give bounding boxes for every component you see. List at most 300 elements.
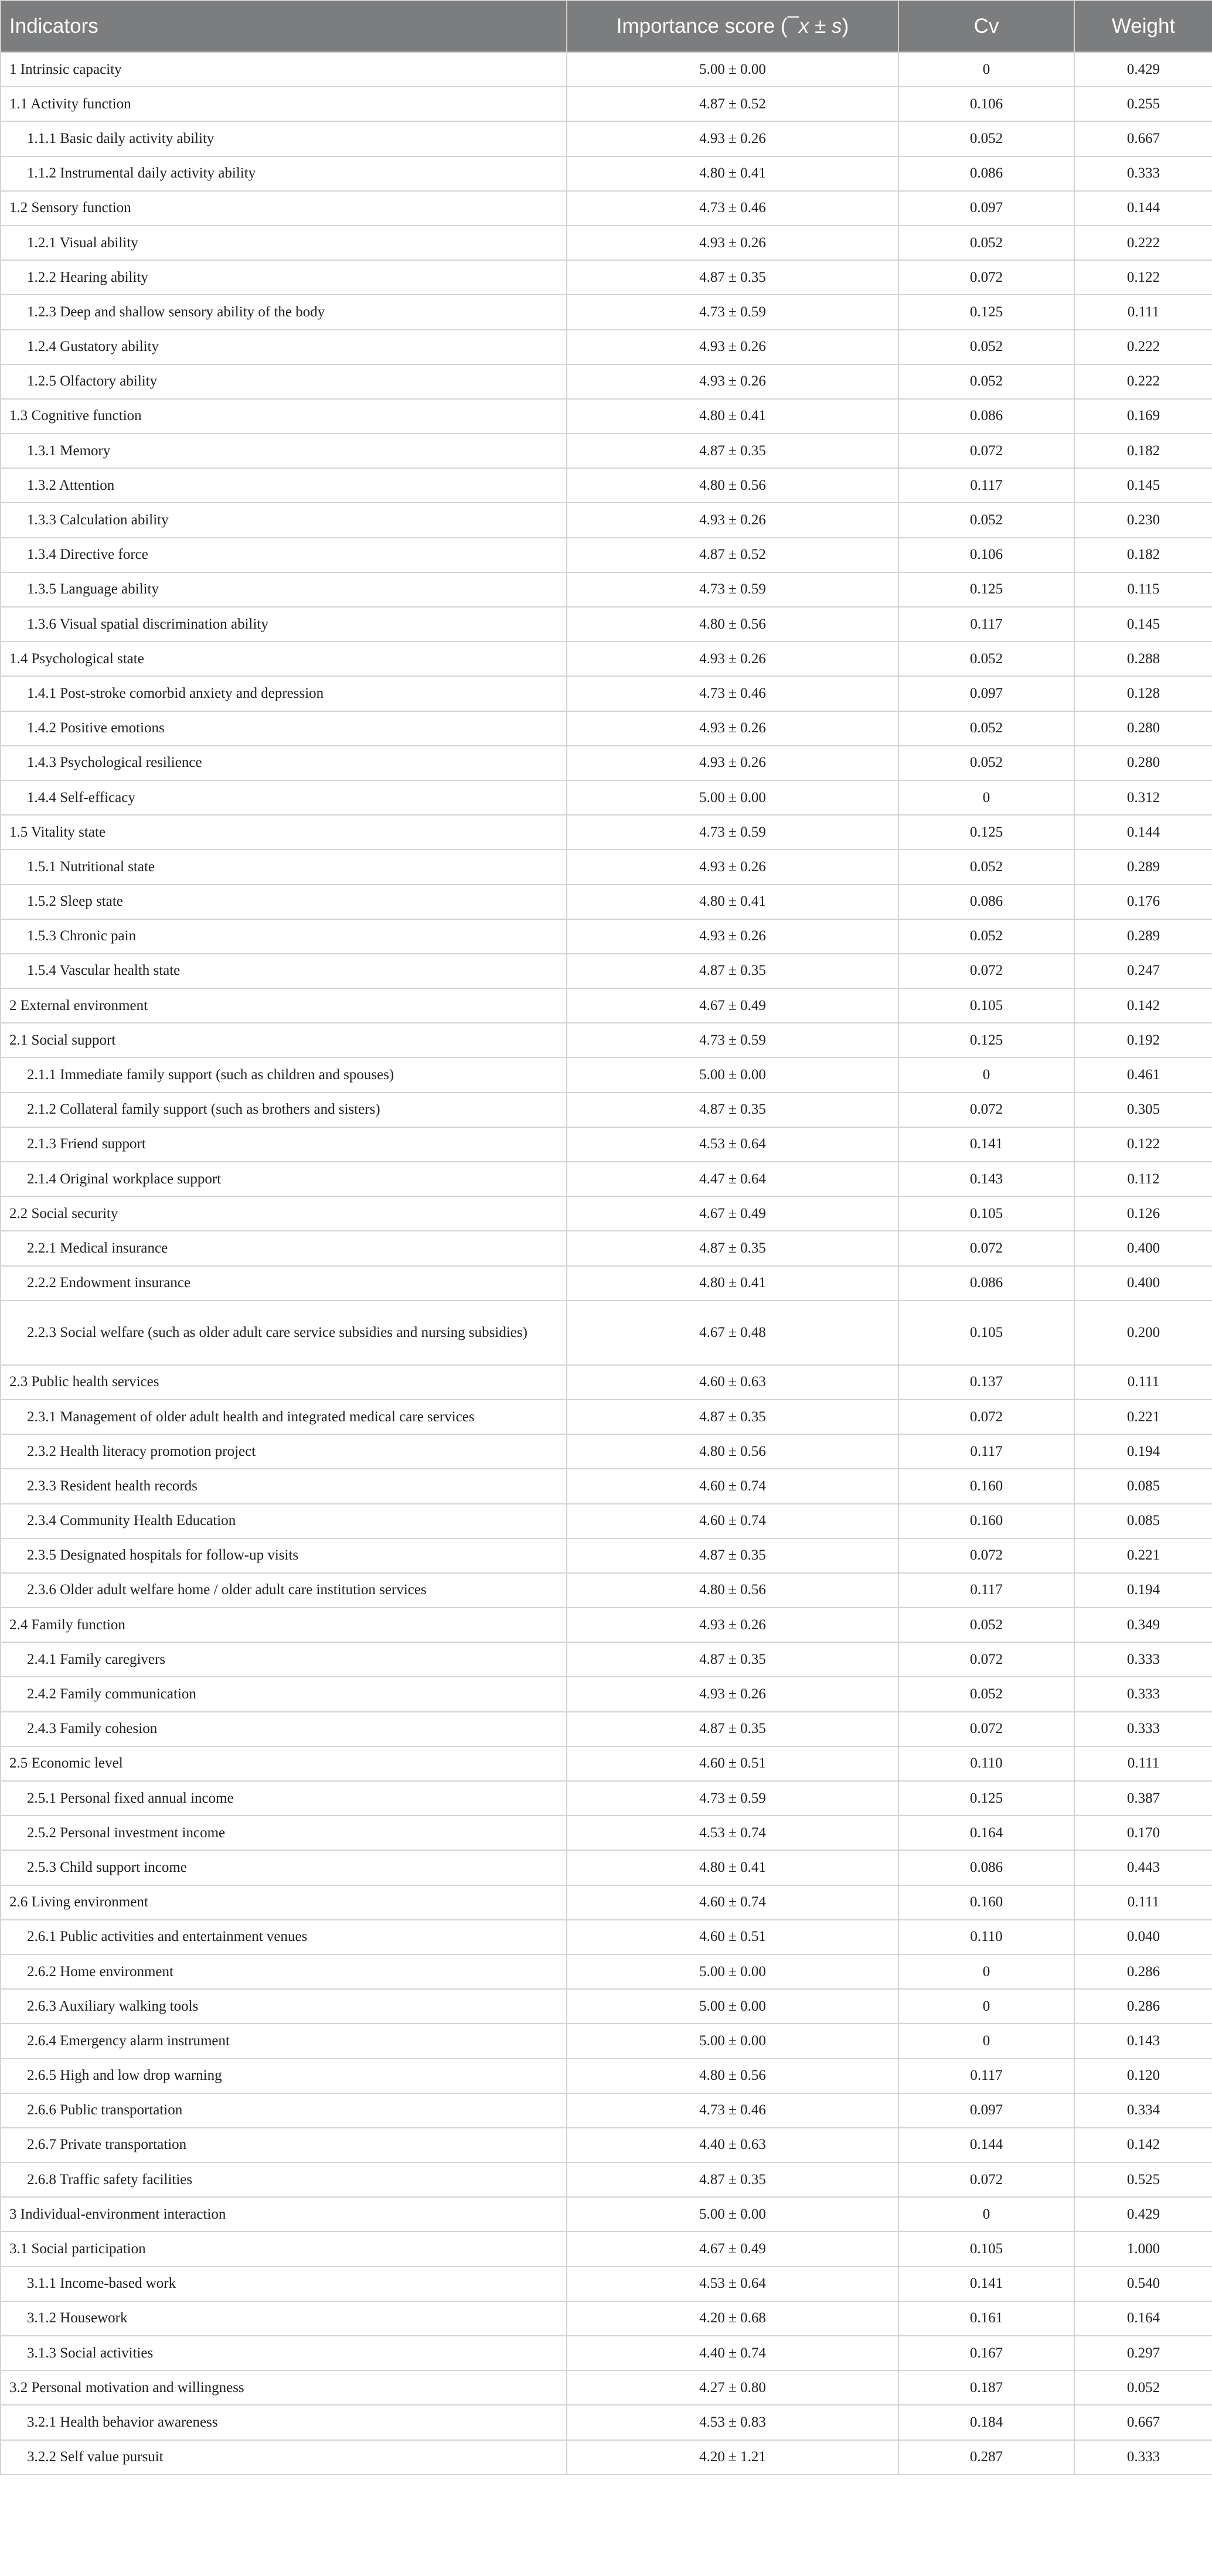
importance-score-cell: 4.93 ± 0.26 (567, 364, 898, 399)
importance-score-cell: 4.67 ± 0.49 (567, 1196, 898, 1231)
indicator-cell: 2.2.3 Social welfare (such as older adult care service subsidies and nursing subsidies) (1, 1301, 567, 1365)
importance-score-cell: 4.73 ± 0.46 (567, 2093, 898, 2128)
table-row (1, 954, 1212, 988)
indicator-cell: 1.1.1 Basic daily activity ability (1, 121, 567, 156)
weight-cell: 0.145 (1074, 468, 1212, 503)
weight-cell: 0.120 (1074, 2059, 1212, 2093)
weight-cell: 0.144 (1074, 815, 1212, 849)
weight-cell: 0.192 (1074, 1023, 1212, 1057)
cv-cell: 0.137 (898, 1365, 1074, 1400)
header-importance-score (567, 1, 898, 52)
weight-cell: 0.289 (1074, 849, 1212, 884)
importance-score-cell: 4.60 ± 0.51 (567, 1920, 898, 1954)
indicator-cell: 2.5.1 Personal fixed annual income (1, 1781, 567, 1816)
cv-cell: 0.125 (898, 572, 1074, 607)
header-row (1, 1, 1212, 52)
importance-score-cell: 4.93 ± 0.26 (567, 121, 898, 156)
indicator-cell: 2.6.4 Emergency alarm instrument (1, 2024, 567, 2058)
weight-cell: 0.280 (1074, 746, 1212, 780)
indicator-cell: 1.5.3 Chronic pain (1, 919, 567, 954)
table-row (1, 1301, 1212, 1365)
importance-score-cell: 5.00 ± 0.00 (567, 52, 898, 87)
indicator-cell: 1.4.4 Self-efficacy (1, 780, 567, 815)
weight-cell: 0.429 (1074, 2197, 1212, 2232)
weight-cell: 0.194 (1074, 1434, 1212, 1469)
indicator-cell: 2.6.1 Public activities and entertainment venues (1, 1920, 567, 1954)
indicator-cell: 1 Intrinsic capacity (1, 52, 567, 87)
indicator-cell: 2.1.4 Original workplace support (1, 1162, 567, 1196)
table-row (1, 1677, 1212, 1711)
importance-score-cell: 4.87 ± 0.35 (567, 434, 898, 468)
cv-cell: 0.125 (898, 1781, 1074, 1816)
table-row (1, 1023, 1212, 1057)
importance-score-cell: 4.80 ± 0.41 (567, 1266, 898, 1301)
importance-score-cell: 4.93 ± 0.26 (567, 1677, 898, 1711)
header-weight: Weight (1074, 1, 1212, 52)
cv-cell: 0.072 (898, 954, 1074, 988)
weight-cell: 0.176 (1074, 885, 1212, 919)
table-row (1, 2059, 1212, 2093)
table-row (1, 1231, 1212, 1265)
table-row (1, 1885, 1212, 1920)
table-row (1, 2370, 1212, 2405)
weight-cell: 0.305 (1074, 1093, 1212, 1127)
importance-score-cell: 4.80 ± 0.41 (567, 885, 898, 919)
cv-cell: 0.184 (898, 2405, 1074, 2439)
indicator-cell: 2.3.6 Older adult welfare home / older adult care institution services (1, 1573, 567, 1608)
cv-cell: 0.097 (898, 676, 1074, 711)
cv-cell: 0.125 (898, 1023, 1074, 1057)
importance-score-cell: 4.93 ± 0.26 (567, 1608, 898, 1642)
cv-cell: 0.160 (898, 1504, 1074, 1538)
weight-cell: 1.000 (1074, 2232, 1212, 2266)
indicator-cell: 2.6 Living environment (1, 1885, 567, 1920)
importance-score-cell: 5.00 ± 0.00 (567, 1954, 898, 1989)
cv-cell: 0.097 (898, 191, 1074, 226)
table-row (1, 1196, 1212, 1231)
table-row (1, 2232, 1212, 2266)
cv-cell: 0.117 (898, 1434, 1074, 1469)
weight-cell: 0.349 (1074, 1608, 1212, 1642)
indicator-cell: 1.2.1 Visual ability (1, 226, 567, 260)
table-row (1, 711, 1212, 746)
header-importance-suffix: ) (842, 15, 849, 37)
importance-score-cell: 4.53 ± 0.83 (567, 2405, 898, 2439)
table-row (1, 1712, 1212, 1746)
importance-score-cell: 4.67 ± 0.49 (567, 2232, 898, 2266)
table-row (1, 2336, 1212, 2370)
weight-cell: 0.143 (1074, 2024, 1212, 2058)
weight-cell: 0.200 (1074, 1301, 1212, 1365)
table-row (1, 1746, 1212, 1781)
weight-cell: 0.280 (1074, 711, 1212, 746)
cv-cell: 0.072 (898, 1538, 1074, 1573)
cv-cell: 0.110 (898, 1746, 1074, 1781)
weight-cell: 0.085 (1074, 1469, 1212, 1503)
cv-cell: 0.052 (898, 711, 1074, 746)
indicator-cell: 2.4.1 Family caregivers (1, 1642, 567, 1677)
cv-cell: 0.052 (898, 642, 1074, 676)
importance-score-cell: 4.60 ± 0.74 (567, 1885, 898, 1920)
weight-cell: 0.144 (1074, 191, 1212, 226)
cv-cell: 0.097 (898, 2093, 1074, 2128)
table-row (1, 885, 1212, 919)
table-row (1, 538, 1212, 572)
indicator-cell: 3.1.3 Social activities (1, 2336, 567, 2370)
indicator-cell: 2.3.1 Management of older adult health and integrated medical care services (1, 1400, 567, 1434)
indicator-cell: 1.4.1 Post-stroke comorbid anxiety and depression (1, 676, 567, 711)
indicator-cell: 2.6.8 Traffic safety facilities (1, 2162, 567, 2197)
table-row (1, 52, 1212, 87)
weight-cell: 0.461 (1074, 1057, 1212, 1092)
importance-score-cell: 4.60 ± 0.74 (567, 1469, 898, 1503)
cv-cell: 0.164 (898, 1816, 1074, 1850)
indicator-cell: 1.3.5 Language ability (1, 572, 567, 607)
cv-cell: 0 (898, 1989, 1074, 2024)
indicator-cell: 3.1 Social participation (1, 2232, 567, 2266)
importance-score-cell: 4.73 ± 0.59 (567, 815, 898, 849)
table-row (1, 2267, 1212, 2301)
importance-score-cell: 4.87 ± 0.35 (567, 260, 898, 295)
table-row (1, 2405, 1212, 2439)
weight-cell: 0.115 (1074, 572, 1212, 607)
weight-cell: 0.667 (1074, 2405, 1212, 2439)
weight-cell: 0.333 (1074, 156, 1212, 191)
weight-cell: 0.286 (1074, 1954, 1212, 1989)
importance-score-cell: 4.93 ± 0.26 (567, 919, 898, 954)
importance-score-cell: 4.93 ± 0.26 (567, 746, 898, 780)
cv-cell: 0.160 (898, 1885, 1074, 1920)
weight-cell: 0.221 (1074, 1538, 1212, 1573)
indicator-cell: 1.2.2 Hearing ability (1, 260, 567, 295)
cv-cell: 0.117 (898, 468, 1074, 503)
indicator-cell: 2.5.3 Child support income (1, 1850, 567, 1885)
weight-cell: 0.126 (1074, 1196, 1212, 1231)
indicator-cell: 2.1.3 Friend support (1, 1127, 567, 1162)
cv-cell: 0.086 (898, 156, 1074, 191)
table-row (1, 121, 1212, 156)
cv-cell: 0.072 (898, 1642, 1074, 1677)
cv-cell: 0.052 (898, 1608, 1074, 1642)
weight-cell: 0.170 (1074, 1816, 1212, 1850)
cv-cell: 0.110 (898, 1920, 1074, 1954)
cv-cell: 0.167 (898, 2336, 1074, 2370)
table-row (1, 1573, 1212, 1608)
cv-cell: 0.105 (898, 1196, 1074, 1231)
weight-cell: 0.164 (1074, 2301, 1212, 2336)
weight-cell: 0.525 (1074, 2162, 1212, 2197)
table-row (1, 2197, 1212, 2232)
indicator-cell: 2.3 Public health services (1, 1365, 567, 1400)
cv-cell: 0.105 (898, 988, 1074, 1023)
cv-cell: 0.141 (898, 2267, 1074, 2301)
cv-cell: 0.086 (898, 1266, 1074, 1301)
importance-score-cell: 4.60 ± 0.74 (567, 1504, 898, 1538)
table-row (1, 2301, 1212, 2336)
importance-score-cell: 4.80 ± 0.56 (567, 1573, 898, 1608)
weight-cell: 0.288 (1074, 642, 1212, 676)
cv-cell: 0 (898, 780, 1074, 815)
weight-cell: 0.122 (1074, 1127, 1212, 1162)
importance-score-cell: 4.73 ± 0.46 (567, 191, 898, 226)
indicator-cell: 2.5 Economic level (1, 1746, 567, 1781)
weight-cell: 0.387 (1074, 1781, 1212, 1816)
table-row (1, 572, 1212, 607)
weight-cell: 0.111 (1074, 1365, 1212, 1400)
weight-cell: 0.334 (1074, 2093, 1212, 2128)
weight-cell: 0.111 (1074, 1746, 1212, 1781)
indicator-cell: 3.2 Personal motivation and willingness (1, 2370, 567, 2405)
table-row (1, 2162, 1212, 2197)
indicator-cell: 2.5.2 Personal investment income (1, 1816, 567, 1850)
importance-score-cell: 4.93 ± 0.26 (567, 642, 898, 676)
importance-score-cell: 4.87 ± 0.35 (567, 1712, 898, 1746)
weight-cell: 0.230 (1074, 503, 1212, 537)
weight-cell: 0.289 (1074, 919, 1212, 954)
table-row (1, 1400, 1212, 1434)
table-row (1, 1469, 1212, 1503)
indicator-cell: 2.4.2 Family communication (1, 1677, 567, 1711)
importance-score-cell: 5.00 ± 0.00 (567, 1057, 898, 1092)
table-row (1, 1434, 1212, 1469)
cv-cell: 0.072 (898, 2162, 1074, 2197)
importance-score-cell: 4.80 ± 0.56 (567, 607, 898, 642)
weight-cell: 0.182 (1074, 538, 1212, 572)
weight-cell: 0.247 (1074, 954, 1212, 988)
cv-cell: 0.052 (898, 849, 1074, 884)
cv-cell: 0.052 (898, 919, 1074, 954)
weight-cell: 0.111 (1074, 1885, 1212, 1920)
cv-cell: 0.160 (898, 1469, 1074, 1503)
header-importance-formula: ¯x ± s (787, 15, 842, 37)
indicator-cell: 1.5 Vitality state (1, 815, 567, 849)
weight-cell: 0.429 (1074, 52, 1212, 87)
importance-score-cell: 4.80 ± 0.56 (567, 1434, 898, 1469)
table-row (1, 364, 1212, 399)
importance-score-cell: 4.80 ± 0.56 (567, 2059, 898, 2093)
cv-cell: 0.141 (898, 1127, 1074, 1162)
weight-cell: 0.333 (1074, 1677, 1212, 1711)
indicator-cell: 2 External environment (1, 988, 567, 1023)
importance-score-cell: 4.27 ± 0.80 (567, 2370, 898, 2405)
weight-cell: 0.112 (1074, 1162, 1212, 1196)
importance-score-cell: 4.53 ± 0.64 (567, 1127, 898, 1162)
cv-cell: 0.052 (898, 746, 1074, 780)
cv-cell: 0.144 (898, 2128, 1074, 2162)
table-row (1, 988, 1212, 1023)
indicator-cell: 1.5.2 Sleep state (1, 885, 567, 919)
table-row (1, 1266, 1212, 1301)
indicator-cell: 1.3 Cognitive function (1, 399, 567, 434)
table-row (1, 1093, 1212, 1127)
table-row (1, 295, 1212, 329)
cv-cell: 0.052 (898, 364, 1074, 399)
table-row (1, 1608, 1212, 1642)
table-row (1, 468, 1212, 503)
header-cv: Cv (898, 1, 1074, 52)
table-row (1, 1954, 1212, 1989)
importance-score-cell: 4.80 ± 0.41 (567, 399, 898, 434)
table-row (1, 399, 1212, 434)
cv-cell: 0.072 (898, 1093, 1074, 1127)
table-row (1, 2024, 1212, 2058)
indicator-cell: 1.4 Psychological state (1, 642, 567, 676)
cv-cell: 0.072 (898, 1231, 1074, 1265)
table-row (1, 1816, 1212, 1850)
importance-score-cell: 4.53 ± 0.74 (567, 1816, 898, 1850)
importance-score-cell: 4.60 ± 0.51 (567, 1746, 898, 1781)
weight-cell: 0.312 (1074, 780, 1212, 815)
cv-cell: 0 (898, 2024, 1074, 2058)
importance-score-cell: 4.87 ± 0.35 (567, 1231, 898, 1265)
weight-cell: 0.400 (1074, 1231, 1212, 1265)
cv-cell: 0.052 (898, 1677, 1074, 1711)
table-header (1, 1, 1212, 52)
table-row (1, 607, 1212, 642)
importance-score-cell: 4.87 ± 0.35 (567, 1400, 898, 1434)
indicator-cell: 2.6.7 Private transportation (1, 2128, 567, 2162)
importance-score-cell: 5.00 ± 0.00 (567, 780, 898, 815)
weight-cell: 0.142 (1074, 988, 1212, 1023)
weight-cell: 0.111 (1074, 295, 1212, 329)
importance-score-cell: 4.93 ± 0.26 (567, 849, 898, 884)
table-row (1, 2093, 1212, 2128)
importance-score-cell: 4.73 ± 0.46 (567, 676, 898, 711)
cv-cell: 0.161 (898, 2301, 1074, 2336)
indicator-cell: 3.2.1 Health behavior awareness (1, 2405, 567, 2439)
table-row (1, 503, 1212, 537)
cv-cell: 0.187 (898, 2370, 1074, 2405)
indicator-cell: 2.2.2 Endowment insurance (1, 1266, 567, 1301)
importance-score-cell: 4.40 ± 0.63 (567, 2128, 898, 2162)
cv-cell: 0.117 (898, 1573, 1074, 1608)
weight-cell: 0.667 (1074, 121, 1212, 156)
table-row (1, 642, 1212, 676)
cv-cell: 0 (898, 2197, 1074, 2232)
table-row (1, 1162, 1212, 1196)
weight-cell: 0.333 (1074, 2440, 1212, 2475)
cv-cell: 0.106 (898, 87, 1074, 121)
weight-cell: 0.145 (1074, 607, 1212, 642)
importance-score-cell: 4.60 ± 0.63 (567, 1365, 898, 1400)
indicator-cell: 3.2.2 Self value pursuit (1, 2440, 567, 2475)
importance-score-cell: 5.00 ± 0.00 (567, 1989, 898, 2024)
importance-score-cell: 4.93 ± 0.26 (567, 226, 898, 260)
indicator-cell: 2.3.5 Designated hospitals for follow-up visits (1, 1538, 567, 1573)
indicator-cell: 2.6.2 Home environment (1, 1954, 567, 1989)
importance-score-cell: 4.73 ± 0.59 (567, 572, 898, 607)
importance-score-cell: 4.73 ± 0.59 (567, 295, 898, 329)
indicator-cell: 2.4 Family function (1, 1608, 567, 1642)
cv-cell: 0 (898, 52, 1074, 87)
cv-cell: 0.052 (898, 121, 1074, 156)
importance-score-cell: 4.87 ± 0.52 (567, 87, 898, 121)
importance-score-cell: 4.87 ± 0.35 (567, 1538, 898, 1573)
cv-cell: 0.072 (898, 1712, 1074, 1746)
importance-score-cell: 4.20 ± 1.21 (567, 2440, 898, 2475)
importance-score-cell: 4.73 ± 0.59 (567, 1023, 898, 1057)
indicator-cell: 2.6.5 High and low drop warning (1, 2059, 567, 2093)
indicator-cell: 1.3.6 Visual spatial discrimination ability (1, 607, 567, 642)
weight-cell: 0.122 (1074, 260, 1212, 295)
importance-score-cell: 4.93 ± 0.26 (567, 503, 898, 537)
header-importance-prefix: Importance score ( (616, 15, 788, 37)
cv-cell: 0.117 (898, 607, 1074, 642)
cv-cell: 0.072 (898, 260, 1074, 295)
indicator-cell: 2.6.3 Auxiliary walking tools (1, 1989, 567, 2024)
indicator-cell: 2.1.1 Immediate family support (such as children and spouses) (1, 1057, 567, 1092)
indicator-cell: 1.3.4 Directive force (1, 538, 567, 572)
importance-score-cell: 4.87 ± 0.35 (567, 1093, 898, 1127)
table-row (1, 87, 1212, 121)
importance-score-cell: 4.87 ± 0.35 (567, 1642, 898, 1677)
indicator-cell: 2.3.2 Health literacy promotion project (1, 1434, 567, 1469)
weight-cell: 0.182 (1074, 434, 1212, 468)
table-row (1, 919, 1212, 954)
table-row (1, 1642, 1212, 1677)
importance-score-cell: 4.73 ± 0.59 (567, 1781, 898, 1816)
cv-cell: 0.105 (898, 1301, 1074, 1365)
weight-cell: 0.222 (1074, 330, 1212, 364)
weight-cell: 0.286 (1074, 1989, 1212, 2024)
table-row (1, 260, 1212, 295)
importance-score-cell: 4.53 ± 0.64 (567, 2267, 898, 2301)
cv-cell: 0.117 (898, 2059, 1074, 2093)
table-row (1, 1781, 1212, 1816)
cv-cell: 0.287 (898, 2440, 1074, 2475)
table-row (1, 815, 1212, 849)
indicator-cell: 2.6.6 Public transportation (1, 2093, 567, 2128)
weight-cell: 0.400 (1074, 1266, 1212, 1301)
weight-cell: 0.255 (1074, 87, 1212, 121)
table-row (1, 746, 1212, 780)
importance-score-cell: 4.93 ± 0.26 (567, 711, 898, 746)
weight-cell: 0.169 (1074, 399, 1212, 434)
indicator-cell: 1.1 Activity function (1, 87, 567, 121)
importance-score-cell: 4.20 ± 0.68 (567, 2301, 898, 2336)
indicator-cell: 1.5.1 Nutritional state (1, 849, 567, 884)
cv-cell: 0.086 (898, 885, 1074, 919)
cv-cell: 0.072 (898, 434, 1074, 468)
indicator-cell: 3.1.1 Income-based work (1, 2267, 567, 2301)
table-row (1, 1989, 1212, 2024)
table-row (1, 1920, 1212, 1954)
table-row (1, 226, 1212, 260)
cv-cell: 0.143 (898, 1162, 1074, 1196)
cv-cell: 0 (898, 1954, 1074, 1989)
weight-cell: 0.297 (1074, 2336, 1212, 2370)
indicator-cell: 1.3.1 Memory (1, 434, 567, 468)
indicator-cell: 1.2.4 Gustatory ability (1, 330, 567, 364)
table-row (1, 156, 1212, 191)
indicator-cell: 2.3.3 Resident health records (1, 1469, 567, 1503)
weight-cell: 0.085 (1074, 1504, 1212, 1538)
indicator-cell: 1.5.4 Vascular health state (1, 954, 567, 988)
cv-cell: 0.086 (898, 399, 1074, 434)
importance-score-cell: 4.40 ± 0.74 (567, 2336, 898, 2370)
table-row (1, 330, 1212, 364)
indicator-cell: 1.4.3 Psychological resilience (1, 746, 567, 780)
importance-score-cell: 4.87 ± 0.52 (567, 538, 898, 572)
cv-cell: 0.052 (898, 226, 1074, 260)
table-row (1, 1850, 1212, 1885)
importance-score-cell: 5.00 ± 0.00 (567, 2197, 898, 2232)
indicator-cell: 1.2 Sensory function (1, 191, 567, 226)
importance-score-cell: 4.67 ± 0.48 (567, 1301, 898, 1365)
cv-cell: 0.052 (898, 503, 1074, 537)
weight-cell: 0.142 (1074, 2128, 1212, 2162)
weight-cell: 0.052 (1074, 2370, 1212, 2405)
